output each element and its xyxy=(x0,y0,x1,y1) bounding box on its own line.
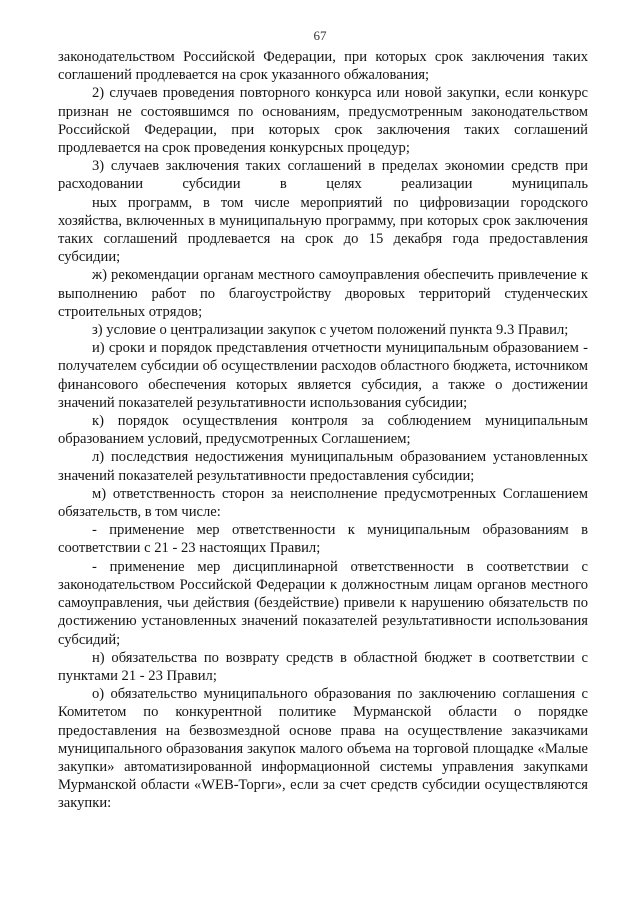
page-number: 67 xyxy=(313,28,327,43)
body-text xyxy=(58,48,588,813)
paragraph: и) сроки и порядок представления отчетности муниципальным образованием - получателем субсидии об осуществлении расходов областного бюджета, источником финансового обеспечения которых является субсидия, а также о достижении значений показателей результативности использования субсидии; xyxy=(58,340,588,411)
paragraph: м) ответственность сторон за неисполнение предусмотренных Соглашением обязательств, в том числе: xyxy=(58,485,588,521)
paragraph: 2) случаев проведения повторного конкурса или новой закупки, если конкурс признан не состоявшимся по основаниям, предусмотренным законодательством Российской Федерации, при которых срок заключения таких соглашений продлевается на срок проведения конкурсных процедур; xyxy=(58,85,588,157)
paragraph: к) порядок осуществления контроля за соблюдением муниципальным образованием условий, предусмотренных Соглашением; xyxy=(58,413,588,448)
paragraph: законодательством Российской Федерации, при которых срок заключения таких соглашений продлевается на срок указанного обжалования; xyxy=(58,49,588,84)
paragraph: - применение мер дисциплинарной ответственности в соответствии с законодательством Российской Федерации к должностным лицам органов местного самоуправления, чьи действия (бездействие) привели к нарушению обязательств по достижению установленных значений показателей результативности использования субсидий; xyxy=(58,558,588,648)
paragraph: о) обязательство муниципального образования по заключению соглашения с Комитетом по конкурентной политике Мурманской области о порядке предоставления на безвозмездной основе права на осуществление заказчиками муниципального образования закупок малого объема на торговой площадке «Малые закупки» автоматизированной информационной системы управления закупками Мурманской области «WEB-Торги», если за счет средств субсидии осуществляются закупки: xyxy=(58,686,588,812)
paragraph: ж) рекомендации органам местного самоуправления обеспечить привлечение к выполнению работ по благоустройству дворовых территорий студенческих строительных отрядов; xyxy=(58,267,588,320)
paragraph: 3) случаев заключения таких соглашений в пределах экономии средств при расходовании субсидии в целях реализации муниципаль xyxy=(58,158,588,193)
paragraph: з) условие о централизации закупок с учетом положений пункта 9.3 Правил; xyxy=(92,322,569,339)
paragraph: ных программ, в том числе мероприятий по цифровизации городского хозяйства, включенных в муниципальную программу, при которых срок заключения таких соглашений продлевается на срок до 15 декабря года предоставления субсидии; xyxy=(58,194,588,266)
paragraph: н) обязательства по возврату средств в областной бюджет в соответствии с пунктами 21 - 23 Правил; xyxy=(58,649,588,684)
paragraph: - применение мер ответственности к муниципальным образованиям в соответствии с 21 - 23 настоящих Правил; xyxy=(58,522,588,557)
paragraph: л) последствия недостижения муниципальным образованием установленных значений показателей результативности предоставления субсидии; xyxy=(58,449,588,484)
